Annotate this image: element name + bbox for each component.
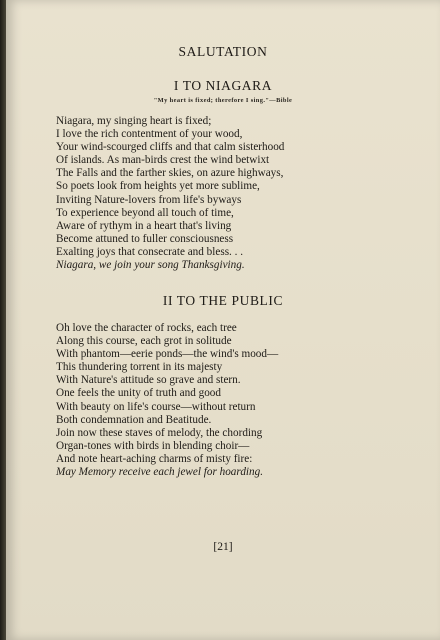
poem-line: The Falls and the farther skies, on azure highways, [56, 167, 284, 180]
poem-line: Aware of rythym in a heart that's living [56, 219, 232, 232]
poem-title-to-niagara: I TO NIAGARA [173, 78, 273, 93]
poem-line: Oh love the character of rocks, each tree [56, 322, 237, 334]
poem-line: Both condemnation and Beatitude. [56, 413, 212, 426]
poem-line: One feels the unity of truth and good [56, 387, 221, 400]
poem-line: Along this course, each grot in solitude [56, 335, 232, 348]
poem-closing-line: Niagara, we join your song Thanksgiving. [56, 259, 245, 272]
poem-body-to-the-public [56, 322, 386, 479]
page-number: [21] [213, 541, 233, 553]
poem-line: This thundering torrent in its majesty [56, 361, 223, 374]
poem-line: I love the rich contentment of your wood, [56, 128, 243, 141]
poem-line: Of islands. As man-birds crest the wind betwixt [56, 154, 270, 167]
section-title: SALUTATION [178, 44, 268, 59]
poem-body-to-niagara [56, 115, 386, 272]
book-page [6, 0, 440, 640]
poem-line: With beauty on life's course—without return [56, 400, 256, 413]
poem-line: Organ-tones with birds in blending choir— [56, 439, 250, 452]
poem-line: With Nature's attitude so grave and stern. [56, 374, 241, 387]
poem-closing-line: May Memory receive each jewel for hoarding. [56, 466, 264, 479]
poem-line: Your wind-scourged cliffs and that calm sisterhood [56, 141, 285, 154]
poem-line: And note heart-aching charms of misty fire: [56, 452, 253, 465]
poem-line: With phantom—eerie ponds—the wind's mood— [56, 348, 279, 361]
poem-line: Exalting joys that consecrate and bless. . . [56, 245, 244, 258]
poem-title-to-the-public: II TO THE PUBLIC [162, 293, 284, 308]
poem-line: To experience beyond all touch of time, [56, 206, 234, 219]
epigraph: "My heart is fixed; therefore I sing."—Bible [153, 97, 293, 104]
poem-line: Niagara, my singing heart is fixed; [56, 115, 212, 127]
poem-line: Join now these staves of melody, the chording [56, 426, 263, 439]
poem-line: So poets look from heights yet more sublime, [56, 180, 260, 193]
poem-line: Become attuned to fuller consciousness [56, 232, 234, 245]
poem-line: Inviting Nature-lovers from life's byways [56, 193, 242, 206]
